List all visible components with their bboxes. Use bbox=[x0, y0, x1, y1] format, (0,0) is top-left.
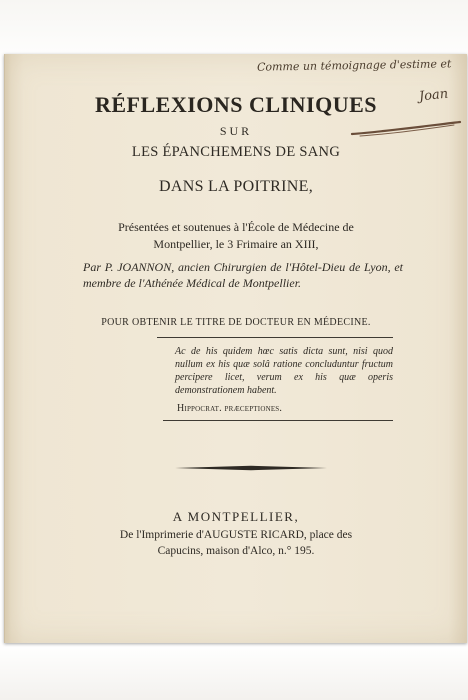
degree-line: POUR OBTENIR LE TITRE DE DOCTEUR EN MÉDECINE. bbox=[101, 317, 371, 328]
epigraph-citation: Hippocrat. præceptiones. bbox=[177, 403, 283, 414]
title-page bbox=[4, 54, 467, 643]
handwritten-signature: Joan bbox=[418, 86, 449, 105]
ornament-rule-icon bbox=[175, 465, 327, 471]
imprint-printer: De l'Imprimerie d'AUGUSTE RICARD, place des bbox=[119, 529, 353, 541]
title-connector: SUR bbox=[219, 124, 253, 138]
epigraph-text: Ac de his quidem hœc satis dicta sunt, nisi quod nullum ex his quæ solâ ratione concluduntur fructum percipere licet, verum ex his quæ operis demonstrationem habent. bbox=[175, 346, 393, 396]
presentation-line-1: Présentées et soutenues à l'École de Médecine de bbox=[118, 220, 354, 234]
imprint-city: A MONTPELLIER, bbox=[172, 509, 300, 524]
epigraph-bottom-rule bbox=[163, 420, 393, 421]
author-statement bbox=[83, 259, 403, 291]
author-credentials: ancien Chirurgien de l'Hôtel-Dieu de Lyon, et membre de l'Athénée Médical de Montpellier. bbox=[83, 260, 404, 290]
handwritten-inscription: Comme un témoignage d'estime et bbox=[256, 57, 452, 74]
epigraph-top-rule bbox=[157, 337, 393, 338]
imprint-address: Capucins, maison d'Alco, n.° 195. bbox=[157, 545, 315, 557]
presentation-line-2: Montpellier, le 3 Frimaire an XIII, bbox=[153, 237, 319, 251]
author-name: Par P. JOANNON, bbox=[83, 260, 175, 274]
subtitle-line-2: DANS LA POITRINE, bbox=[159, 178, 313, 195]
subtitle-line-1: LES ÉPANCHEMENS DE SANG bbox=[131, 144, 341, 160]
book-title: RÉFLEXIONS CLINIQUES bbox=[94, 92, 377, 117]
